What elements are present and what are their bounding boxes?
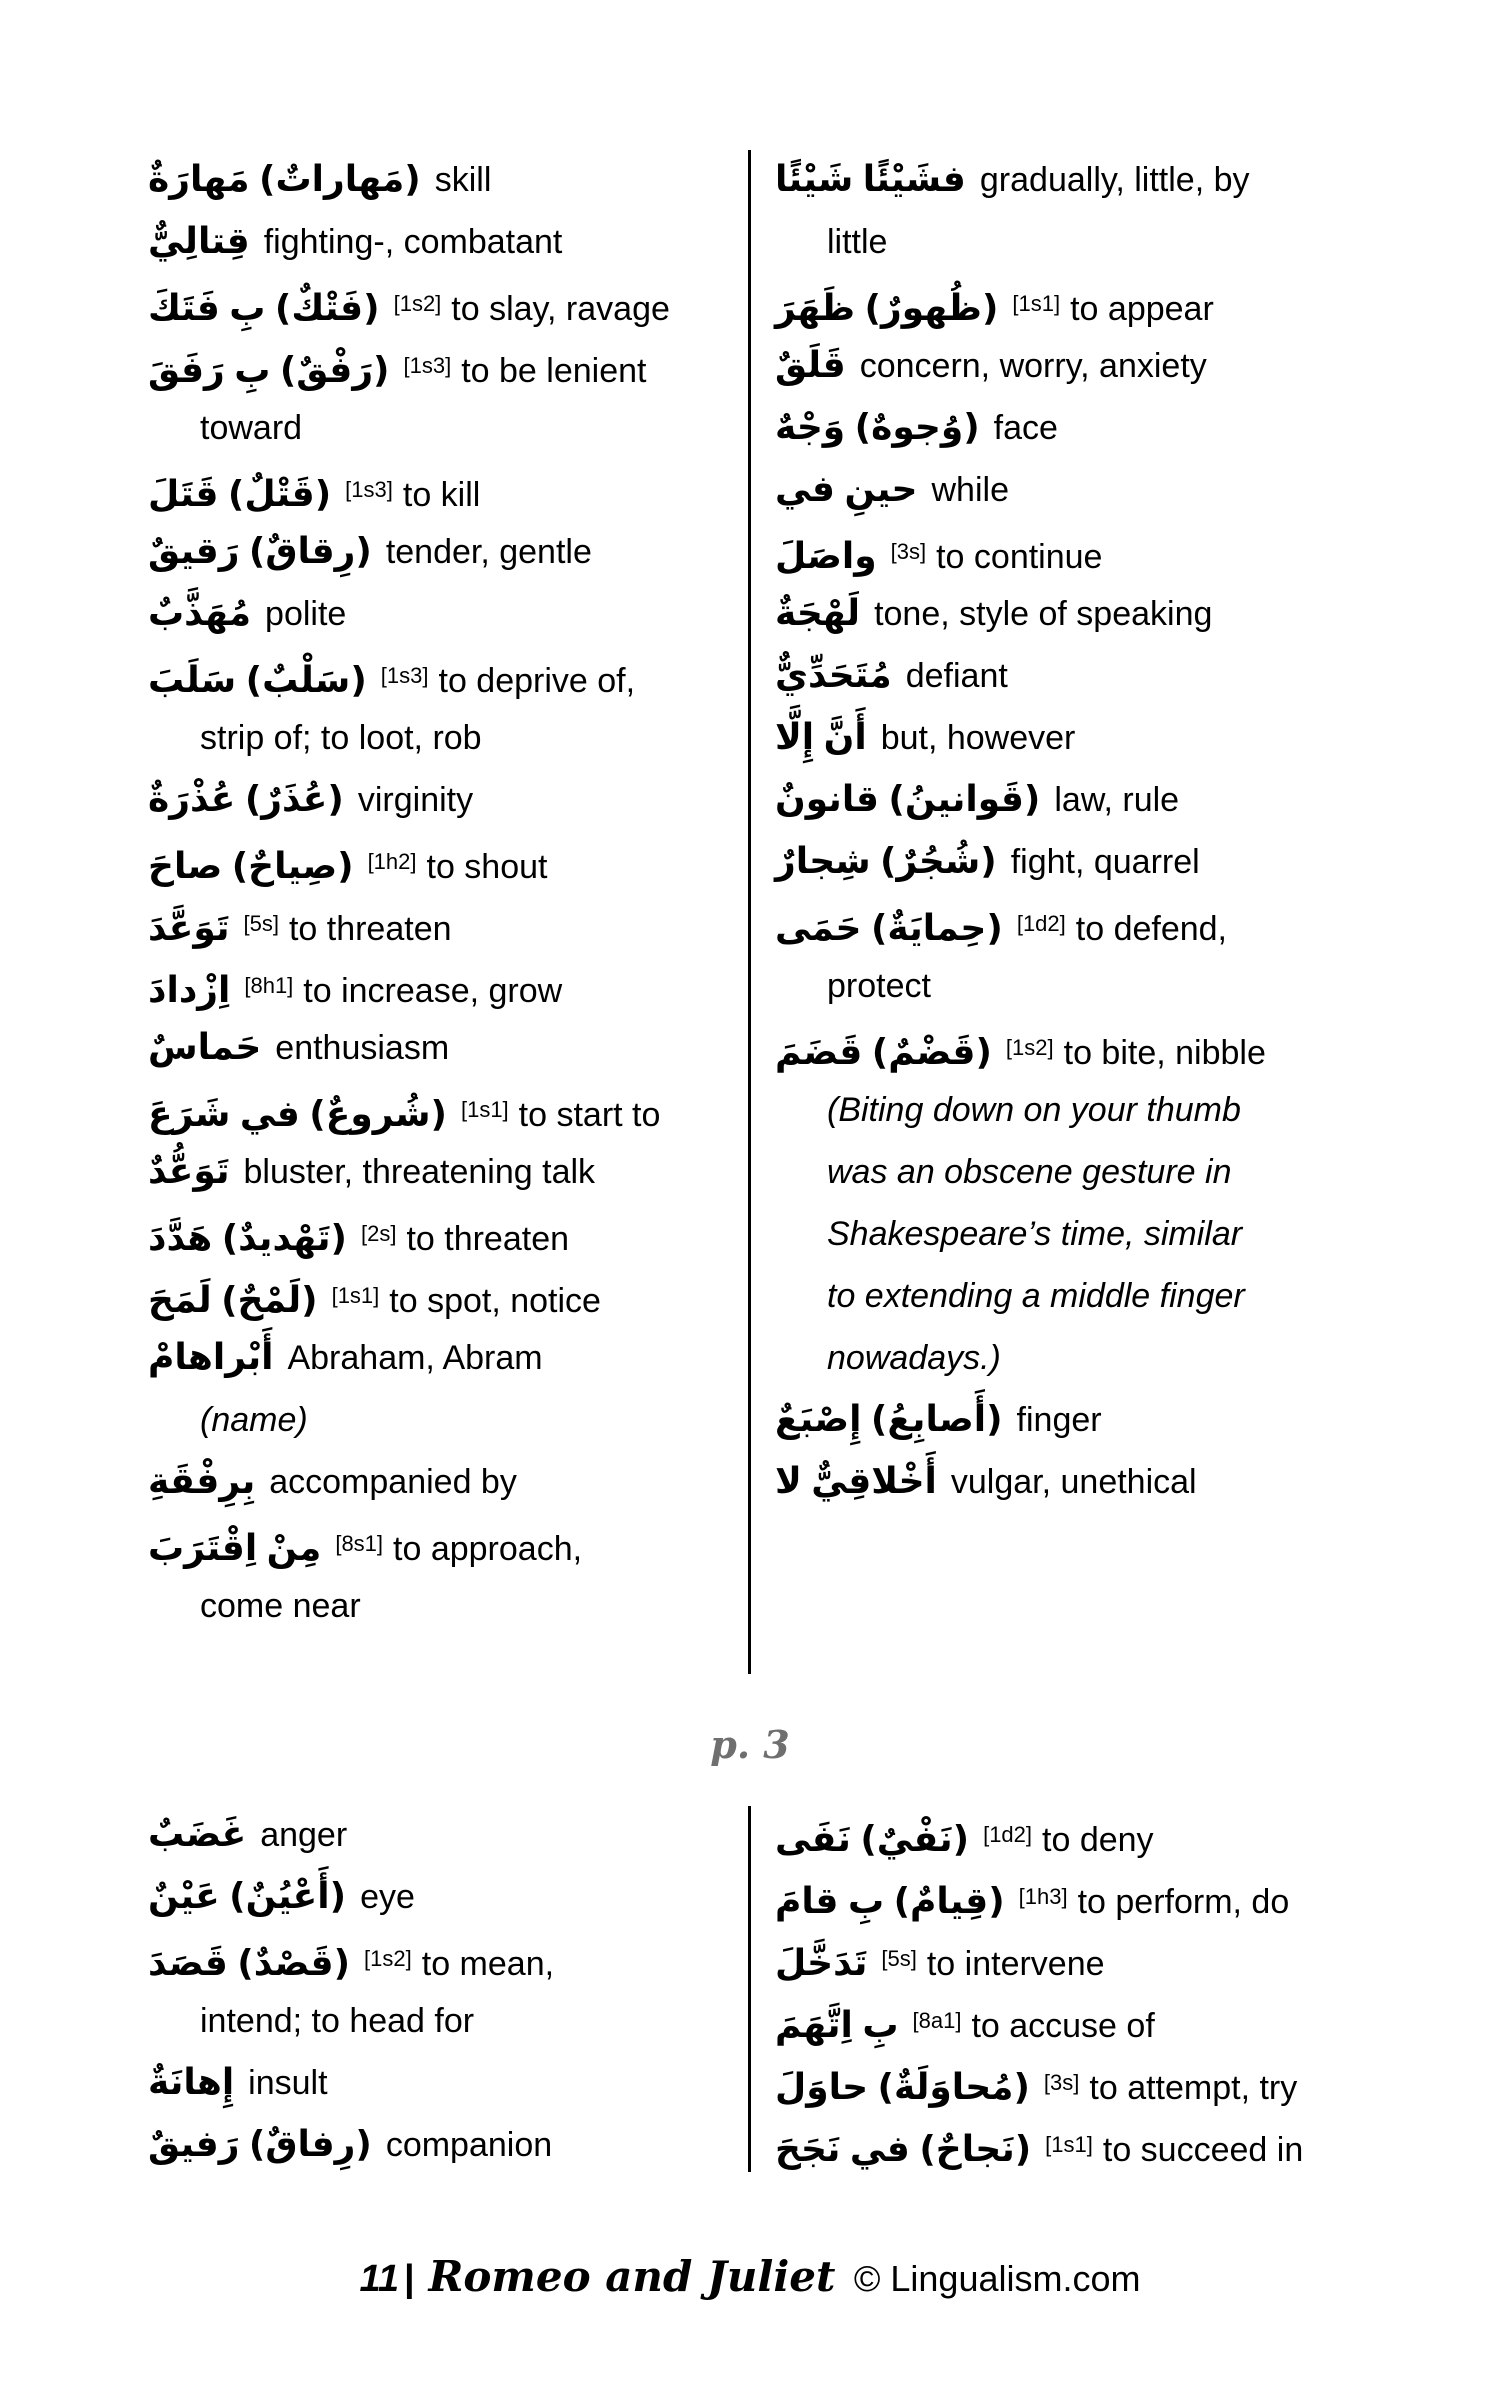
vocab-line <box>148 1327 793 1389</box>
arabic-word: إِلَّا <box>775 717 815 758</box>
arabic-word: تَوَعَّدَ <box>148 908 230 949</box>
arabic-word: (وُجوهٌ) <box>854 407 980 448</box>
arabic-word: بِ <box>229 288 266 329</box>
english-translation: to attempt, try <box>1089 2069 1298 2107</box>
english-translation: to slay, ravage <box>451 290 670 328</box>
arabic-word: مِنْ <box>266 1528 322 1569</box>
arabic-word: (قَتْلٌ) <box>227 474 332 515</box>
vocab-line <box>775 149 1485 211</box>
arabic-word: مَهارَةٌ <box>148 159 250 200</box>
vocab-line <box>148 1928 793 1990</box>
verb-form-tag: [1h3] <box>1018 1884 1068 1909</box>
vocab-line <box>775 1327 1485 1389</box>
verb-form-tag: [1d2] <box>1016 911 1066 936</box>
arabic-word: قِتالِيٌّ <box>148 221 250 262</box>
arabic-term <box>775 1883 1005 1921</box>
english-translation: to extending a middle finger <box>827 1277 1245 1315</box>
arabic-term <box>148 848 354 886</box>
english-translation: face <box>993 409 1058 447</box>
arabic-word: وَجْهٌ <box>775 407 846 448</box>
vocab-line <box>148 2052 793 2114</box>
arabic-word: (عُذَرٌ) <box>244 779 344 820</box>
arabic-word: (رِقاقٌ) <box>248 531 372 572</box>
vocab-line <box>775 1866 1485 1928</box>
arabic-word: (حِمايَةٌ) <box>870 908 1003 949</box>
vocab-line <box>148 1990 793 2052</box>
arabic-term <box>775 2131 1031 2169</box>
english-translation: eye <box>360 1878 415 1916</box>
vocab-line <box>775 2052 1485 2114</box>
english-translation: to appear <box>1070 290 1214 328</box>
arabic-word: تَدَخَّلَ <box>775 1943 868 1984</box>
english-translation: to be lenient <box>461 352 647 390</box>
arabic-word: (شُجُرٌ) <box>880 841 997 882</box>
english-translation: Abraham, Abram <box>287 1339 543 1377</box>
arabic-term <box>775 347 846 385</box>
arabic-term <box>148 910 229 948</box>
arabic-word: أَنَّ <box>823 717 867 758</box>
english-translation: to deprive of, <box>438 662 636 700</box>
vocab-line <box>775 1079 1485 1141</box>
verb-form-tag: [1s2] <box>1005 1035 1054 1060</box>
english-translation: fight, quarrel <box>1010 843 1200 881</box>
arabic-word: (أَصابِعُ) <box>870 1399 1003 1440</box>
arabic-word: (نَجاحٌ) <box>919 2129 1032 2170</box>
english-translation: toward <box>200 409 303 447</box>
arabic-term <box>148 1463 255 1501</box>
arabic-word: اِتَّهَمَ <box>775 2005 853 2046</box>
english-translation: protect <box>827 967 931 1005</box>
arabic-word: (تَهْديدٌ) <box>221 1218 347 1259</box>
vocab-line <box>775 1451 1485 1513</box>
english-translation: law, rule <box>1054 781 1180 819</box>
verb-form-tag: [2s] <box>360 1221 397 1246</box>
column-divider-bottom <box>748 1806 751 2172</box>
arabic-word: شَيْئًا <box>775 159 854 200</box>
english-translation: tender, gentle <box>385 533 592 571</box>
arabic-term <box>775 290 998 328</box>
vocab-line <box>148 211 793 273</box>
verb-form-tag: [3s] <box>1043 2070 1080 2095</box>
vocab-column-top-left <box>148 149 793 1637</box>
arabic-term <box>148 1878 346 1916</box>
arabic-word: سَلَبَ <box>148 660 237 701</box>
arabic-word: مُهَذَّبٌ <box>148 593 252 634</box>
english-translation: to kill <box>402 476 481 514</box>
arabic-word: شَرَعَ <box>148 1094 231 1135</box>
vocab-line <box>775 397 1485 459</box>
vocab-line <box>775 2114 1485 2176</box>
arabic-term <box>775 843 997 881</box>
arabic-word: قَتَلَ <box>148 474 219 515</box>
arabic-word: مُتَحَدِّيٌّ <box>775 655 892 696</box>
arabic-term <box>775 657 892 695</box>
vocab-column-top-right <box>775 149 1485 1513</box>
arabic-word: أَخْلاقِيٌّ <box>811 1461 937 1502</box>
arabic-word: في <box>775 469 835 510</box>
arabic-word: قانونٌ <box>775 779 879 820</box>
arabic-word: قَصَدَ <box>148 1943 228 1984</box>
arabic-word: في <box>239 1094 300 1135</box>
vocab-line <box>148 1866 793 1928</box>
arabic-word: في <box>849 2129 910 2170</box>
english-translation: insult <box>248 2064 328 2102</box>
arabic-word: لَهْجَةٌ <box>775 593 861 634</box>
english-translation: was an obscene gesture in <box>827 1153 1232 1191</box>
arabic-word: نَفَى <box>775 1819 851 1860</box>
english-translation: defiant <box>905 657 1008 695</box>
vocab-line <box>775 1141 1485 1203</box>
arabic-term <box>148 533 372 571</box>
arabic-word: (قَوانينُ) <box>888 779 1041 820</box>
verb-form-tag: [8a1] <box>912 2008 962 2033</box>
vocab-line <box>775 459 1485 521</box>
arabic-word: قَلَقٌ <box>775 345 846 386</box>
vocab-line <box>148 335 793 397</box>
vocab-line <box>148 955 793 1017</box>
arabic-word: غَضَبٌ <box>148 1814 247 1855</box>
vocab-line <box>148 1017 793 1079</box>
arabic-word: فشَيْئًا <box>862 159 966 200</box>
arabic-word: رَفَقَ <box>148 350 225 391</box>
arabic-word: (رِفاقٌ) <box>248 2124 372 2165</box>
arabic-term <box>775 538 877 576</box>
arabic-term <box>148 1816 246 1854</box>
arabic-word: (قِيامٌ) <box>893 1881 1005 1922</box>
vocab-line <box>148 459 793 521</box>
arabic-word: (مَهاراتٌ) <box>259 159 421 200</box>
arabic-word: صاحَ <box>148 846 223 887</box>
arabic-term <box>775 781 1040 819</box>
arabic-term <box>148 1282 318 1320</box>
arabic-word: هَدَّدَ <box>148 1218 213 1259</box>
vocab-line <box>148 149 793 211</box>
vocab-line <box>775 335 1485 397</box>
english-translation: enthusiasm <box>275 1029 450 1067</box>
vocab-line <box>148 707 793 769</box>
arabic-word: (شُروعٌ) <box>309 1094 447 1135</box>
english-translation: accompanied by <box>269 1463 517 1501</box>
vocab-line <box>775 831 1485 893</box>
arabic-word: (أَعْيُنٌ) <box>229 1876 347 1917</box>
arabic-word: (رَفْقٌ) <box>279 350 390 391</box>
english-translation: to increase, grow <box>303 972 563 1010</box>
arabic-term <box>148 1096 447 1134</box>
vocab-line <box>775 769 1485 831</box>
vocab-line <box>775 521 1485 583</box>
english-translation: Shakespeare’s time, similar <box>827 1215 1243 1253</box>
english-translation: strip of; to loot, rob <box>200 719 482 757</box>
english-translation: to accuse of <box>971 2007 1155 2045</box>
arabic-word: ظَهَرَ <box>775 288 856 329</box>
arabic-term <box>775 1034 992 1072</box>
arabic-term <box>148 161 421 199</box>
arabic-term <box>775 161 966 199</box>
english-translation: but, however <box>880 719 1076 757</box>
arabic-term <box>148 1530 321 1568</box>
english-translation: polite <box>265 595 347 633</box>
english-translation: to perform, do <box>1077 1883 1290 1921</box>
arabic-term <box>148 1153 229 1191</box>
arabic-word: حاوَلَ <box>775 2067 869 2108</box>
arabic-word: إِصْبَعٌ <box>775 1399 862 1440</box>
arabic-word: لا <box>775 1461 802 1502</box>
arabic-word: (سَلْبٌ) <box>245 660 367 701</box>
arabic-word: (ظُهورٌ) <box>864 288 999 329</box>
english-translation: intend; to head for <box>200 2002 475 2040</box>
arabic-term <box>775 1401 1003 1439</box>
arabic-term <box>148 1029 261 1067</box>
arabic-word: رَفيقٌ <box>148 2124 240 2165</box>
column-divider-top <box>748 150 751 1674</box>
vocab-line <box>148 2114 793 2176</box>
arabic-term <box>148 1945 350 1983</box>
verb-form-tag: [8h1] <box>244 973 294 998</box>
arabic-term <box>775 471 918 509</box>
english-translation: to bite, nibble <box>1063 1034 1266 1072</box>
english-translation: bluster, threatening talk <box>243 1153 596 1191</box>
english-translation: to spot, notice <box>389 1282 601 1320</box>
verb-form-tag: [1s3] <box>345 477 393 502</box>
arabic-word: بِ <box>862 2005 899 2046</box>
arabic-term <box>148 1339 273 1377</box>
english-translation: to approach, <box>393 1530 583 1568</box>
vocab-line <box>148 893 793 955</box>
arabic-word: لَمَحَ <box>148 1280 212 1321</box>
vocab-line <box>775 645 1485 707</box>
arabic-word: بِ <box>847 1881 885 1922</box>
arabic-word: أَبْراهامْ <box>148 1337 274 1378</box>
footer-copyright: © Lingualism.com <box>853 2258 1141 2299</box>
english-translation: skill <box>434 161 492 199</box>
english-translation: to mean, <box>421 1945 555 1983</box>
english-translation: to continue <box>936 538 1103 576</box>
arabic-word: قَضَمَ <box>775 1032 863 1073</box>
arabic-term <box>148 352 390 390</box>
english-translation: to defend, <box>1075 910 1228 948</box>
arabic-term <box>775 2007 899 2045</box>
english-translation: companion <box>385 2126 553 2164</box>
arabic-term <box>775 719 867 757</box>
arabic-word: اِقْتَرَبَ <box>148 1528 258 1569</box>
vocab-line <box>148 397 793 459</box>
vocab-line <box>775 211 1485 273</box>
vocab-line <box>148 273 793 335</box>
arabic-term <box>148 2064 234 2102</box>
arabic-word: اِزْدادَ <box>148 970 231 1011</box>
arabic-word: (مُحاوَلَةٌ) <box>877 2067 1030 2108</box>
vocab-line <box>775 1804 1485 1866</box>
english-translation: concern, worry, anxiety <box>859 347 1207 385</box>
arabic-term <box>148 972 230 1010</box>
arabic-term <box>775 595 860 633</box>
vocab-line <box>775 1017 1485 1079</box>
vocab-line <box>148 769 793 831</box>
arabic-word: رَقيقٌ <box>148 531 240 572</box>
arabic-word: (قَضْمٌ) <box>871 1032 992 1073</box>
arabic-term <box>775 2069 1030 2107</box>
footer-page-number: 11 <box>359 2258 399 2300</box>
verb-form-tag: [1d2] <box>983 1822 1033 1847</box>
arabic-word: حَماسٌ <box>148 1027 262 1068</box>
vocab-line <box>148 1389 793 1451</box>
english-translation: virginity <box>357 781 474 819</box>
arabic-term <box>775 1821 969 1859</box>
arabic-term <box>148 595 251 633</box>
vocab-line <box>775 1990 1485 2052</box>
english-translation: finger <box>1016 1401 1102 1439</box>
arabic-term <box>775 409 980 447</box>
arabic-word: (قَصْدٌ) <box>237 1943 351 1984</box>
arabic-word: بِرِفْقَةِ <box>148 1461 256 1502</box>
verb-form-tag: [1s1] <box>331 1283 380 1308</box>
arabic-term <box>148 781 344 819</box>
vocab-line <box>148 1804 793 1866</box>
english-translation: vulgar, unethical <box>950 1463 1197 1501</box>
arabic-word: بِ <box>234 350 271 391</box>
english-translation: (Biting down on your thumb <box>827 1091 1241 1129</box>
arabic-word: (نَفْيٌ) <box>860 1819 970 1860</box>
vocab-line <box>775 1203 1485 1265</box>
vocab-line <box>775 1389 1485 1451</box>
english-translation: nowadays.) <box>827 1339 1001 1377</box>
arabic-word: واصَلَ <box>775 536 877 577</box>
vocab-column-bottom-left <box>148 1804 793 2176</box>
verb-form-tag: [3s] <box>890 539 927 564</box>
english-translation: to start to <box>518 1096 661 1134</box>
arabic-term <box>148 476 331 514</box>
vocab-line <box>148 1451 793 1513</box>
english-translation: little <box>827 223 888 261</box>
english-translation: come near <box>200 1587 361 1625</box>
verb-form-tag: [1s1] <box>460 1097 509 1122</box>
english-translation: anger <box>260 1816 348 1854</box>
arabic-term <box>148 2126 372 2164</box>
arabic-word: (فَتْكٌ) <box>274 288 380 329</box>
arabic-term <box>148 1220 347 1258</box>
arabic-word: (صِياحٌ) <box>231 846 354 887</box>
verb-form-tag: [1s1] <box>1045 2132 1093 2157</box>
arabic-word: حَمَى <box>775 908 862 949</box>
verb-form-tag: [1s2] <box>393 291 442 316</box>
english-translation: to intervene <box>926 1945 1105 1983</box>
verb-form-tag: [1s1] <box>1012 291 1061 316</box>
arabic-term <box>148 223 250 261</box>
vocab-line <box>148 1575 793 1637</box>
arabic-word: حينِ <box>844 469 918 510</box>
footer-separator: | <box>403 2258 415 2300</box>
footer-book-title: Romeo and Juliet <box>428 2252 836 2301</box>
english-translation: to deny <box>1042 1821 1154 1859</box>
english-translation: to threaten <box>406 1220 570 1258</box>
english-translation: to shout <box>426 848 548 886</box>
english-translation: to succeed in <box>1102 2131 1304 2169</box>
vocab-line <box>775 273 1485 335</box>
english-translation: (name) <box>200 1401 308 1439</box>
verb-form-tag: [1s2] <box>364 1946 412 1971</box>
english-translation: to threaten <box>288 910 452 948</box>
vocab-line <box>148 583 793 645</box>
arabic-word: نَجَحَ <box>775 2129 841 2170</box>
english-translation: gradually, little, by <box>979 161 1250 199</box>
arabic-word: تَوَعُّدٌ <box>148 1151 230 1192</box>
vocab-line <box>148 831 793 893</box>
vocab-line <box>775 583 1485 645</box>
vocab-line <box>148 1203 793 1265</box>
arabic-word: إِهانَةٌ <box>148 2062 235 2103</box>
arabic-word: فَتَكَ <box>148 288 220 329</box>
vocab-column-bottom-right <box>775 1804 1485 2176</box>
arabic-term <box>148 662 367 700</box>
arabic-word: عُذْرَةٌ <box>148 779 236 820</box>
arabic-term <box>775 1463 937 1501</box>
arabic-term <box>775 910 1003 948</box>
page-footer <box>0 2252 1500 2301</box>
vocab-line <box>148 1079 793 1141</box>
english-translation: tone, style of speaking <box>874 595 1213 633</box>
english-translation: fighting-, combatant <box>263 223 563 261</box>
arabic-word: عَيْنٌ <box>148 1876 220 1917</box>
verb-form-tag: [5s] <box>881 1946 917 1971</box>
arabic-word: قامَ <box>775 1881 839 1922</box>
page-ref-label: p. 3 <box>710 1722 790 1767</box>
vocab-line <box>775 1928 1485 1990</box>
verb-form-tag: [1s3] <box>380 663 429 688</box>
english-translation: while <box>931 471 1009 509</box>
verb-form-tag: [8s1] <box>335 1531 384 1556</box>
verb-form-tag: [1h2] <box>367 849 417 874</box>
vocab-line <box>775 1265 1485 1327</box>
arabic-term <box>148 290 380 328</box>
vocab-line <box>148 521 793 583</box>
vocab-line <box>148 1141 793 1203</box>
verb-form-tag: [5s] <box>243 911 279 936</box>
vocab-line <box>775 955 1485 1017</box>
arabic-word: شِجارٌ <box>775 841 871 882</box>
vocab-line <box>148 1513 793 1575</box>
verb-form-tag: [1s3] <box>403 353 452 378</box>
vocab-line <box>775 707 1485 769</box>
vocab-line <box>148 1265 793 1327</box>
vocab-line <box>148 645 793 707</box>
arabic-term <box>775 1945 867 1983</box>
arabic-word: (لَمْحٌ) <box>221 1280 318 1321</box>
vocab-line <box>775 893 1485 955</box>
